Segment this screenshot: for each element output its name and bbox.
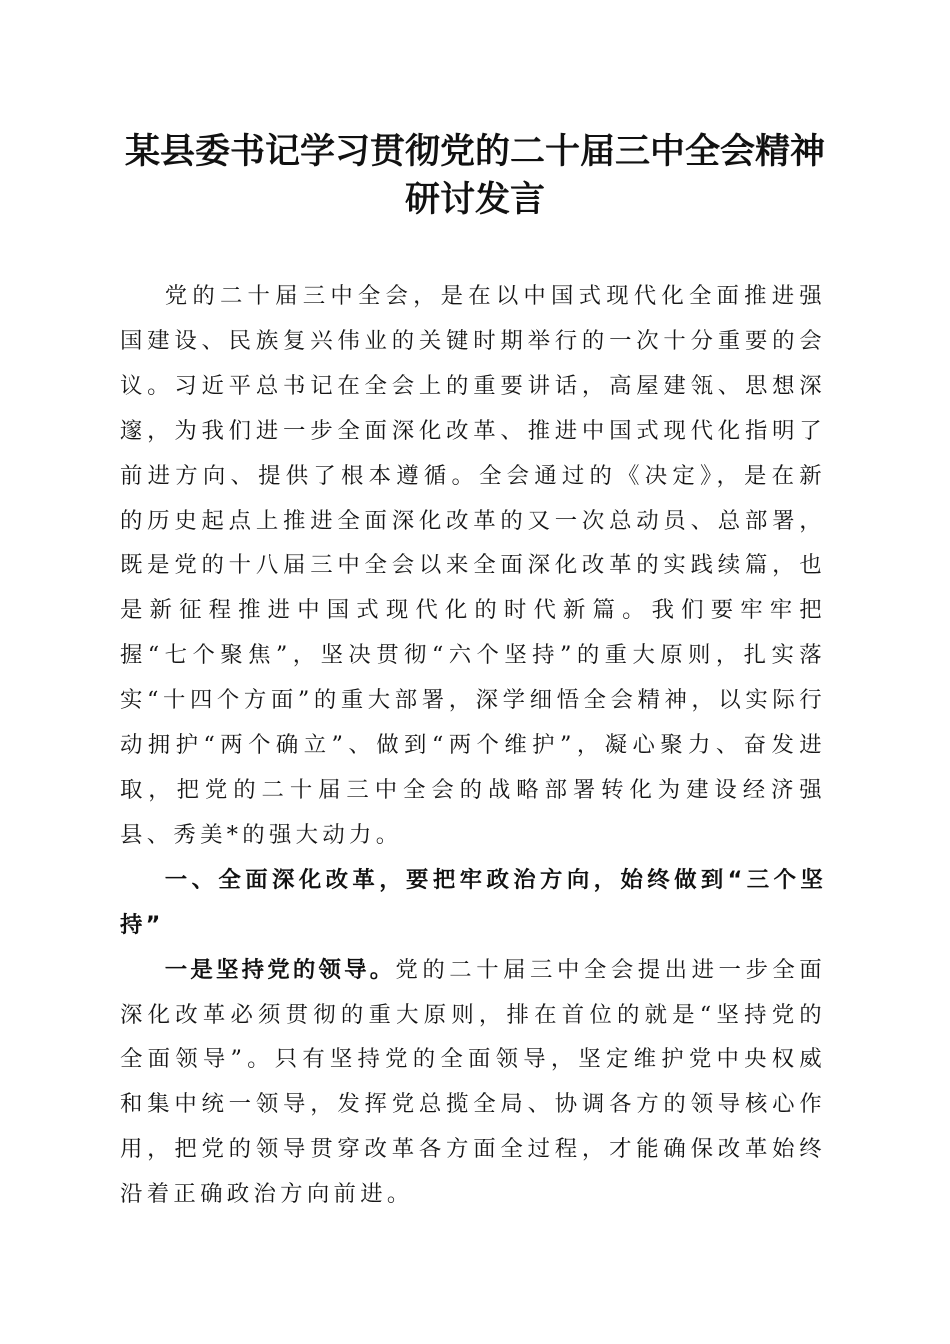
paragraph-lead: 一是坚持党的领导。 [164,956,396,983]
intro-paragraph: 党的二十届三中全会，是在以中国式现代化全面推进强国建设、民族复兴伟业的关键时期举行的一次十分重要的会议。习近平总书记在全会上的重要讲话，高屋建瓴、思想深邃，为我们进一步全面深化改革、推进中国式现代化指明了前进方向、提供了根本遵循。全会通过的《决定》，是在新的历史起点上推进全面深化改革的又一次总动员、总部署，既是党的十八届三中全会以来全面深化改革的实践续篇，也是新征程推进中国式现代化的时代新篇。我们要牢牢把握“七个聚焦”，坚决贯彻“六个坚持”的重大原则，扎实落实“十四个方面”的重大部署，深学细悟全会精神，以实际行动拥护“两个确立”、做到“两个维护”，凝心聚力、奋发进取，把党的二十届三中全会的战略部署转化为建设经济强县、秀美*的强大动力。 [120,283,826,848]
title-line-1: 某县委书记学习贯彻党的二十届三中全会精神 [124,131,825,172]
section-1-paragraph-1 [120,948,826,1217]
section-heading-1: 一、全面深化改革，要把牢政治方向，始终做到“三个坚持” [120,866,826,938]
document-body [120,274,826,1217]
title-line-2: 研讨发言 [404,179,545,220]
document-title [100,128,850,224]
paragraph-text: 党的二十届三中全会提出进一步全面深化改革必须贯彻的重大原则，排在首位的就是“坚持党的全面领导”。只有坚持党的全面领导，坚定维护党中央权威和集中统一领导，发挥党总揽全局、协调各方的领导核心作用，把党的领导贯穿改革各方面全过程，才能确保改革始终沿着正确政治方向前进。 [120,956,826,1208]
